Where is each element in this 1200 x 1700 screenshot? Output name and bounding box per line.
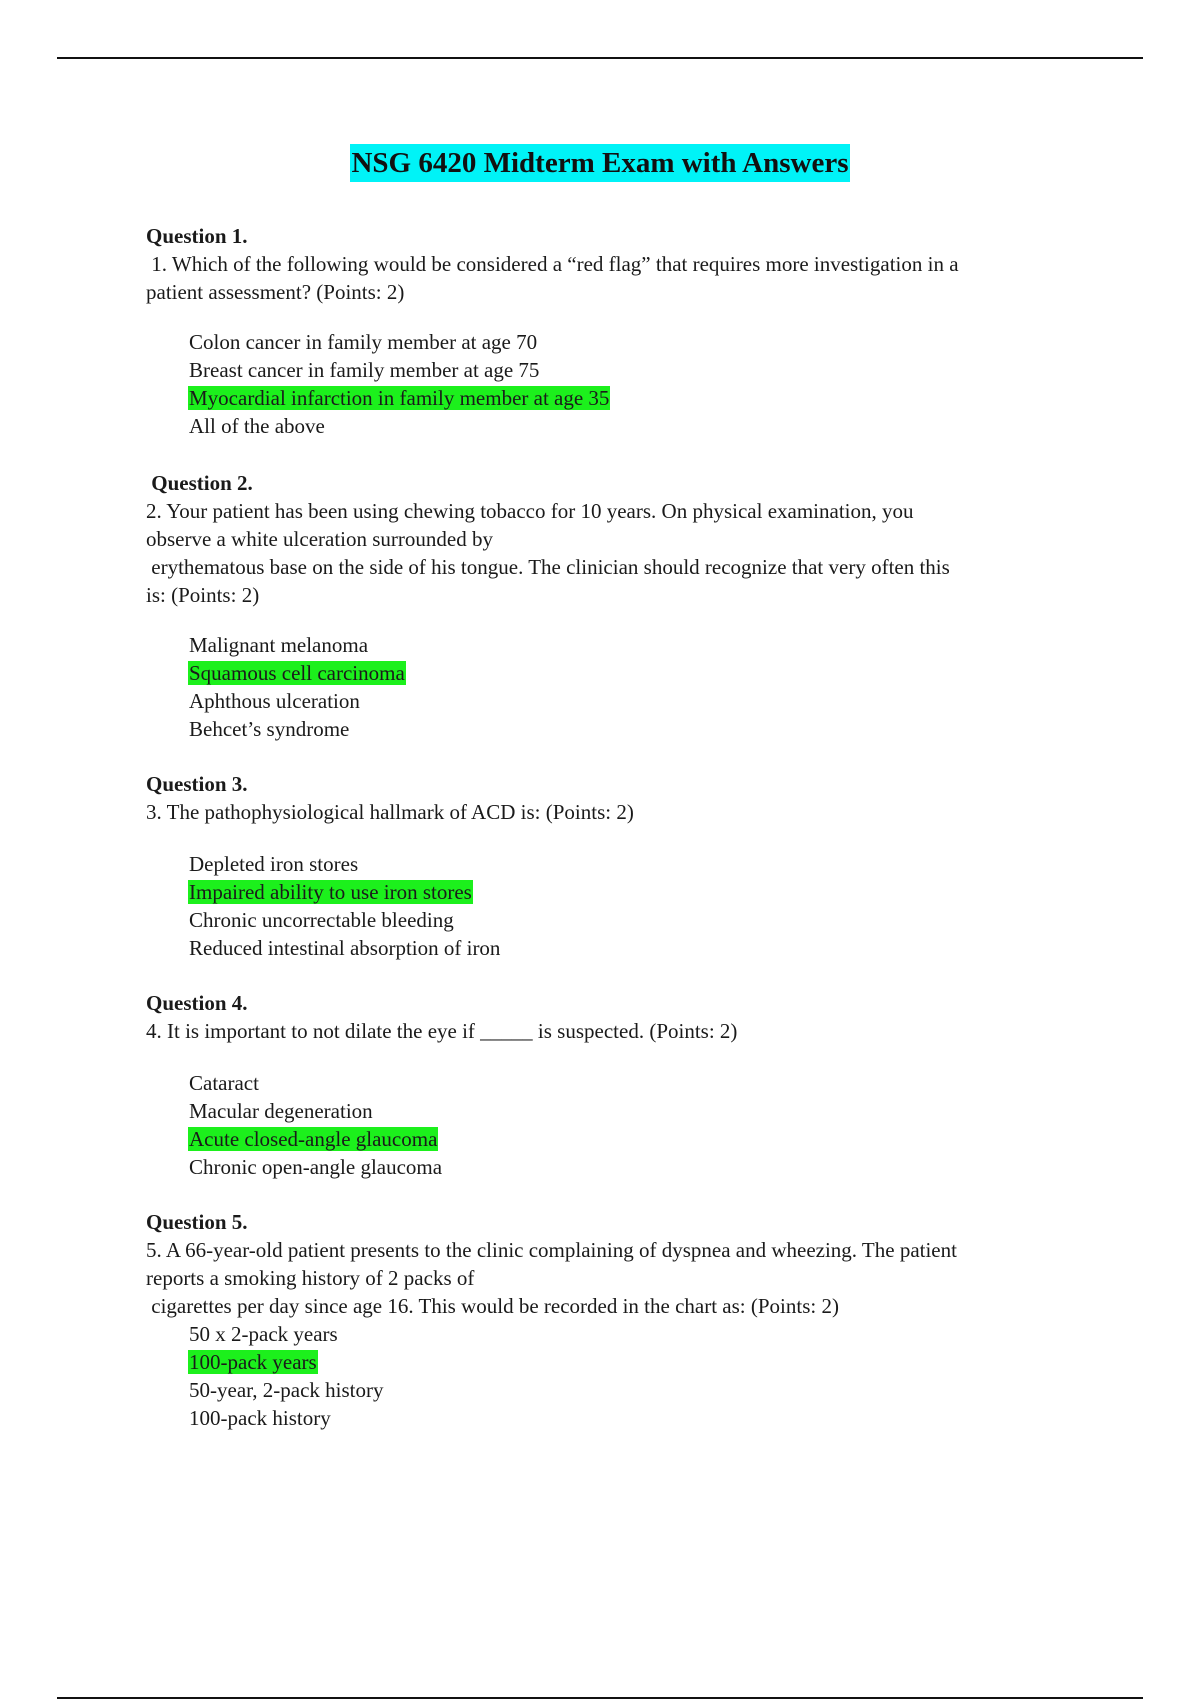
prompt-line: observe a white ulceration surrounded by	[146, 527, 493, 551]
question-heading: Question 3.	[146, 772, 248, 796]
answer-text: Myocardial infarction in family member at age 35	[189, 386, 610, 410]
answer-option	[188, 687, 1096, 715]
answer-text: Behcet’s syndrome	[189, 717, 350, 741]
answer-text: Chronic open-angle glaucoma	[189, 1155, 443, 1179]
prompt-line: patient assessment? (Points: 2)	[146, 280, 405, 304]
title-container	[0, 144, 1200, 182]
answer-text: Depleted iron stores	[189, 852, 359, 876]
bottom-rule	[57, 1697, 1143, 1699]
answer-text: Breast cancer in family member at age 75	[189, 358, 540, 382]
answer-option-correct	[188, 1348, 1096, 1376]
answer-text: Aphthous ulceration	[189, 689, 360, 713]
answer-list	[146, 631, 1096, 743]
question-2	[146, 469, 1096, 743]
answer-option	[188, 328, 1096, 356]
answer-text: Acute closed-angle glaucoma	[189, 1127, 438, 1151]
question-heading: Question 5.	[146, 1210, 248, 1234]
prompt-line: 4. It is important to not dilate the eye if _____ is suspected. (Points: 2)	[146, 1019, 738, 1043]
answer-option	[188, 1069, 1096, 1097]
answer-text: Cataract	[189, 1071, 259, 1095]
answer-option-correct	[188, 1125, 1096, 1153]
answer-text: 100-pack years	[189, 1350, 317, 1374]
answer-text: Macular degeneration	[189, 1099, 373, 1123]
answer-text: Chronic uncorrectable bleeding	[189, 908, 454, 932]
answer-text: 50-year, 2-pack history	[189, 1378, 384, 1402]
prompt-line: 3. The pathophysiological hallmark of ACD is: (Points: 2)	[146, 800, 634, 824]
question-prompt	[146, 1017, 1096, 1045]
answer-text: Colon cancer in family member at age 70	[189, 330, 538, 354]
answer-option	[188, 356, 1096, 384]
question-prompt	[146, 497, 1096, 609]
prompt-line: 2. Your patient has been using chewing tobacco for 10 years. On physical examination, you	[146, 499, 914, 523]
answer-list	[146, 328, 1096, 440]
answer-option-correct	[188, 659, 1096, 687]
answer-option	[188, 715, 1096, 743]
answer-text: Reduced intestinal absorption of iron	[189, 936, 501, 960]
answer-option-correct	[188, 384, 1096, 412]
answer-text: All of the above	[189, 414, 325, 438]
question-prompt	[146, 250, 1096, 306]
answer-text: Squamous cell carcinoma	[189, 661, 405, 685]
prompt-line: cigarettes per day since age 16. This would be recorded in the chart as: (Points: 2)	[146, 1294, 839, 1318]
answer-option-correct	[188, 878, 1096, 906]
answer-option	[188, 1153, 1096, 1181]
prompt-line: 1. Which of the following would be considered a “red flag” that requires more investigation in a	[146, 252, 959, 276]
answer-text: 50 x 2-pack years	[189, 1322, 338, 1346]
question-4	[146, 989, 1096, 1181]
answer-text: 100-pack history	[189, 1406, 331, 1430]
answer-text: Impaired ability to use iron stores	[189, 880, 472, 904]
prompt-line: reports a smoking history of 2 packs of	[146, 1266, 475, 1290]
answer-option	[188, 1320, 1096, 1348]
answer-option	[188, 1404, 1096, 1432]
question-prompt	[146, 1236, 1096, 1320]
page-title: NSG 6420 Midterm Exam with Answers	[350, 144, 849, 182]
answer-option	[188, 934, 1096, 962]
question-heading: Question 4.	[146, 991, 248, 1015]
answer-option	[188, 631, 1096, 659]
answer-option	[188, 850, 1096, 878]
top-rule	[57, 57, 1143, 59]
prompt-line: is: (Points: 2)	[146, 583, 260, 607]
answer-text: Malignant melanoma	[189, 633, 369, 657]
answer-option	[188, 1097, 1096, 1125]
prompt-line: erythematous base on the side of his tongue. The clinician should recognize that very often this	[146, 555, 950, 579]
question-heading: Question 2.	[146, 471, 253, 495]
answer-list	[146, 850, 1096, 962]
question-1	[146, 222, 1096, 440]
question-heading: Question 1.	[146, 224, 248, 248]
prompt-line: 5. A 66-year-old patient presents to the clinic complaining of dyspnea and wheezing. The patient	[146, 1238, 957, 1262]
answer-option	[188, 906, 1096, 934]
question-prompt	[146, 798, 1096, 826]
answer-option	[188, 1376, 1096, 1404]
answer-option	[188, 412, 1096, 440]
exam-content	[146, 222, 1096, 1432]
question-3	[146, 770, 1096, 962]
answer-list	[146, 1069, 1096, 1181]
question-5	[146, 1208, 1096, 1432]
answer-list	[146, 1320, 1096, 1432]
